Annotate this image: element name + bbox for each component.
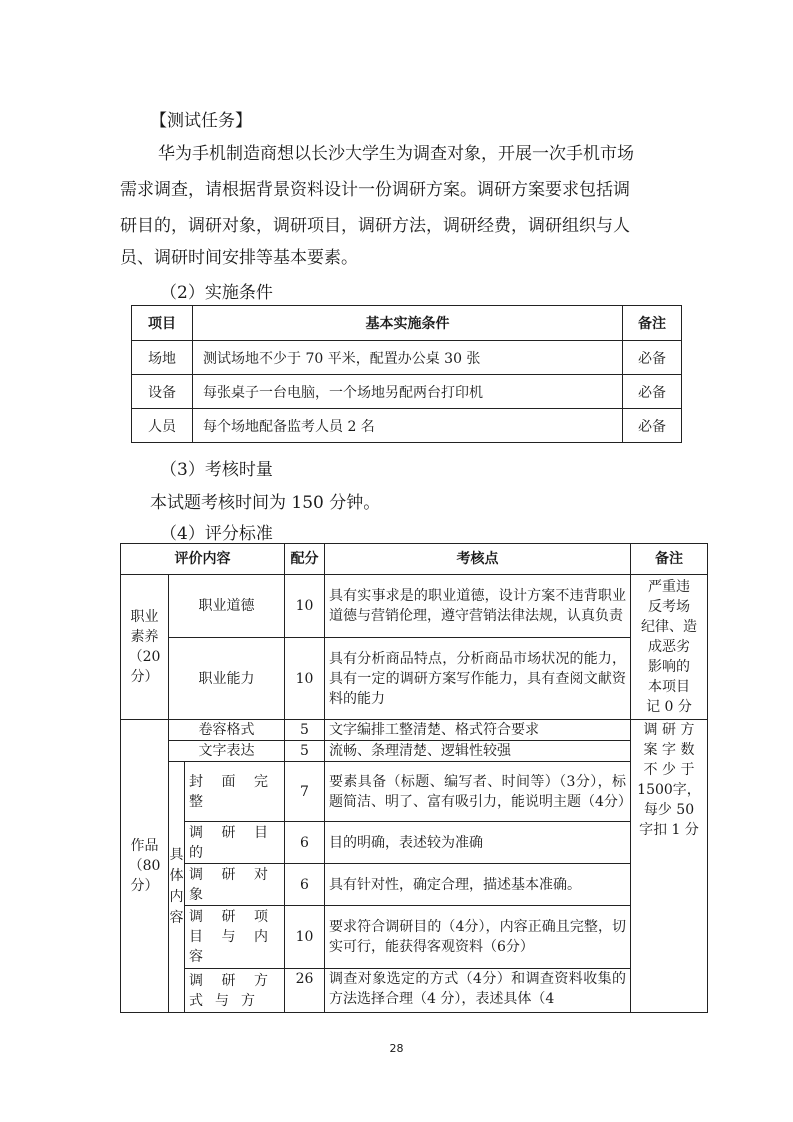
header-eval-content: 评价内容	[121, 544, 285, 575]
note-line: 严重违	[648, 579, 690, 595]
cell-item: 职业道德	[169, 575, 285, 638]
cell-item: 卷容格式	[169, 720, 285, 741]
table-row	[132, 375, 682, 409]
cell-point: 文字编排工整清楚、格式符合要求	[325, 720, 631, 741]
cell-score: 5	[285, 720, 325, 741]
cell-note: 必备	[623, 341, 682, 375]
group-line: （80	[128, 858, 161, 874]
note-line: 纪律、造	[641, 619, 697, 635]
cell-score: 10	[285, 575, 325, 638]
header-checkpoint: 考核点	[325, 544, 631, 575]
cell-point: 调查对象选定的方式（4分）和调查资料收集的方法选择合理（4 分），表述具体（4	[325, 969, 631, 1013]
cell-item: 调研项目与内容	[185, 906, 285, 969]
note-professional	[631, 575, 708, 720]
cell-point: 具有实事求是的职业道德，设计方案不违背职业道德与营销伦理，遵守营销法律法规，认真负责	[325, 575, 631, 638]
note-line: 案 字 数	[643, 742, 695, 758]
conditions-heading: （2）实施条件	[160, 283, 273, 303]
group-line: 职业	[130, 609, 159, 625]
cell-item: 调研目的	[185, 822, 285, 864]
table-row	[121, 969, 708, 1013]
note-line: 每少 50	[643, 802, 695, 818]
table-row	[121, 575, 708, 638]
cell-point: 流畅、条理清楚、逻辑性较强	[325, 741, 631, 762]
cell-item: 职业能力	[169, 638, 285, 720]
conditions-header-row	[132, 306, 682, 341]
specific-label-text: 具体内容	[169, 847, 184, 926]
note-line: 本项目	[648, 679, 690, 695]
group-works	[121, 720, 169, 1013]
group-line: 分）	[130, 669, 159, 685]
header-note: 备注	[623, 306, 682, 341]
cell-point: 具有分析商品特点，分析商品市场状况的能力，具有一定的调研方案写作能力，具有查阅文献资料的能力	[325, 638, 631, 720]
task-heading: 【测试任务】	[150, 111, 252, 131]
header-item: 项目	[132, 306, 193, 341]
cell-score: 6	[285, 822, 325, 864]
cell-note: 必备	[623, 409, 682, 443]
table-row	[121, 741, 708, 762]
table-row	[121, 906, 708, 969]
cell-item: 封面完整	[185, 762, 285, 822]
note-line: 成恶劣	[648, 639, 690, 655]
cell-point: 要素具备（标题、编写者、时间等）（3分），标题简洁、明了、富有吸引力，能说明主题（4分）	[325, 762, 631, 822]
page-number: 28	[389, 1042, 404, 1055]
cell-item: 文字表达	[169, 741, 285, 762]
duration-heading: （3）考核时量	[160, 460, 273, 480]
scoring-header-row	[121, 544, 708, 575]
note-line: 影响的	[648, 659, 690, 675]
cell-point: 目的明确，表述较为准确	[325, 822, 631, 864]
cell-score: 10	[285, 906, 325, 969]
task-line-3: 研目的，调研对象，调研项目，调研方法，调研经费，调研组织与人	[120, 216, 630, 236]
cell-score: 5	[285, 741, 325, 762]
group-line: 分）	[130, 878, 159, 894]
cell-score: 26	[285, 969, 325, 1013]
group-professional	[121, 575, 169, 720]
table-row	[121, 638, 708, 720]
group-line: 作品	[130, 838, 159, 854]
duration-text: 本试题考核时间为 150 分钟。	[150, 493, 381, 513]
conditions-table	[131, 305, 682, 443]
cell-desc: 每张桌子一台电脑，一个场地另配两台打印机	[193, 375, 623, 409]
note-line: 字扣 1 分	[639, 822, 699, 838]
table-row	[121, 762, 708, 822]
scoring-heading: （4）评分标准	[160, 524, 273, 544]
note-line: 反考场	[648, 599, 690, 615]
cell-item: 调研方式与方	[185, 969, 285, 1013]
cell-item: 调研对象	[185, 864, 285, 906]
task-line-2: 需求调查，请根据背景资料设计一份调研方案。调研方案要求包括调	[120, 180, 630, 200]
table-row	[121, 720, 708, 741]
cell-note: 必备	[623, 375, 682, 409]
table-row	[132, 341, 682, 375]
cell-score: 6	[285, 864, 325, 906]
cell-desc: 测试场地不少于 70 平米，配置办公桌 30 张	[193, 341, 623, 375]
task-line-4: 员、调研时间安排等基本要素。	[120, 248, 358, 268]
cell-item: 人员	[132, 409, 193, 443]
note-works	[631, 720, 708, 1013]
cell-score: 7	[285, 762, 325, 822]
group-line: （20	[128, 649, 161, 665]
cell-desc: 每个场地配备监考人员 2 名	[193, 409, 623, 443]
header-conditions: 基本实施条件	[193, 306, 623, 341]
group-line: 素养	[130, 629, 159, 645]
header-note: 备注	[631, 544, 708, 575]
cell-point: 要求符合调研目的（4分），内容正确且完整，切实可行，能获得客观资料（6分）	[325, 906, 631, 969]
note-line: 调 研 方	[643, 722, 695, 738]
note-line: 1500字，	[637, 782, 701, 798]
cell-item: 场地	[132, 341, 193, 375]
task-line-1: 华为手机制造商想以长沙大学生为调查对象，开展一次手机市场	[158, 144, 634, 164]
cell-item: 设备	[132, 375, 193, 409]
scoring-table	[120, 543, 708, 1013]
cell-score: 10	[285, 638, 325, 720]
table-row	[121, 864, 708, 906]
note-line: 记 0 分	[646, 699, 692, 715]
cell-point: 具有针对性，确定合理，描述基本准确。	[325, 864, 631, 906]
note-line: 不 少 于	[643, 762, 695, 778]
header-score: 配分	[285, 544, 325, 575]
table-row	[132, 409, 682, 443]
specific-content-label	[169, 762, 185, 1013]
table-row	[121, 822, 708, 864]
